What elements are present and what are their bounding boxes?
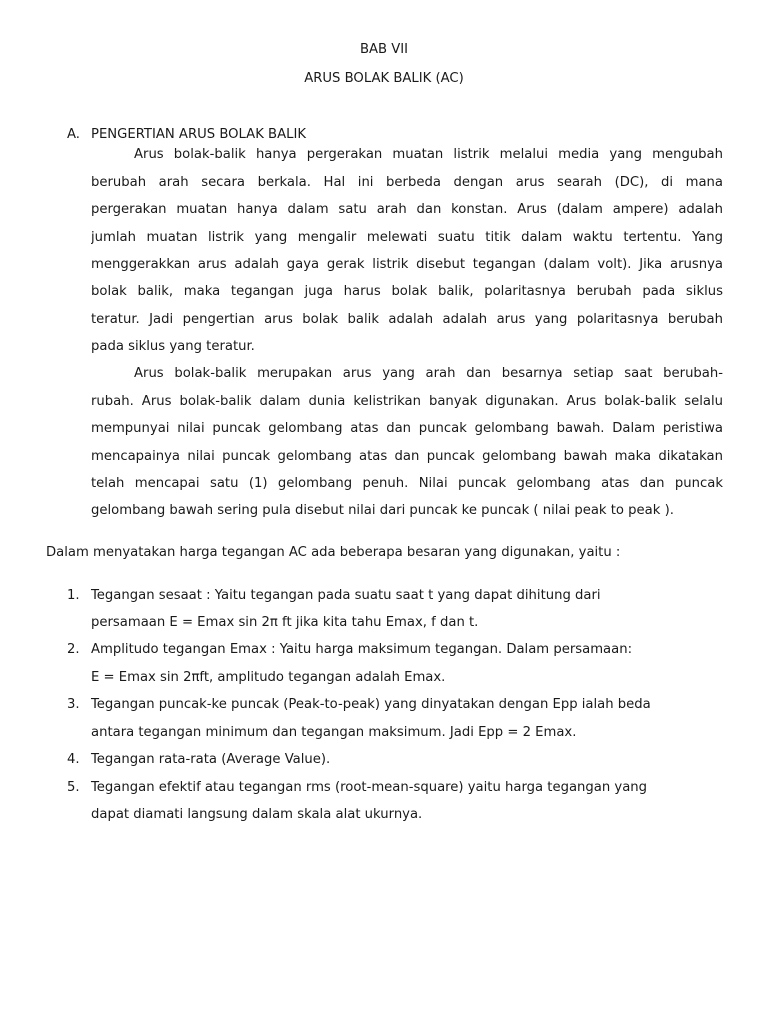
paragraph-line: pada siklus yang teratur. <box>91 339 255 354</box>
list-intro: Dalam menyatakan harga tegangan AC ada beberapa besaran yang digunakan, yaitu : <box>46 545 621 560</box>
paragraph-line: rubah. Arus bolak-balik dalam dunia kelistrikan banyak digunakan. Arus bolak-balik selalu <box>91 394 723 409</box>
list-item-line: persamaan E = Emax sin 2π ft jika kita tahu Emax, f dan t. <box>91 615 479 630</box>
paragraph-line: Arus bolak-balik merupakan arus yang arah dan besarnya setiap saat berubah- <box>134 366 723 381</box>
list-item-line: antara tegangan minimum dan tegangan maksimum. Jadi Epp = 2 Emax. <box>91 725 577 740</box>
list-item-line: Tegangan sesaat : Yaitu tegangan pada suatu saat t yang dapat dihitung dari <box>91 588 601 603</box>
paragraph-line: menggerakkan arus adalah gaya gerak listrik disebut tegangan (dalam volt). Jika arusnya <box>91 257 723 272</box>
paragraph-line: mencapainya nilai puncak gelombang atas dan puncak gelombang bawah maka dikatakan <box>91 449 723 464</box>
paragraph-line: gelombang bawah sering pula disebut nilai dari puncak ke puncak ( nilai peak to peak ). <box>91 503 674 518</box>
list-item-line: Tegangan puncak-ke puncak (Peak-to-peak) yang dinyatakan dengan Epp ialah beda <box>91 697 651 712</box>
paragraph-line: jumlah muatan listrik yang mengalir melewati suatu titik dalam waktu tertentu. Yang <box>91 230 723 245</box>
page-title: ARUS BOLAK BALIK (AC) <box>304 71 464 86</box>
list-item-line: Tegangan efektif atau tegangan rms (root-mean-square) yaitu harga tegangan yang <box>91 780 648 795</box>
paragraph-line: berubah arah secara berkala. Hal ini berbeda dengan arus searah (DC), di mana <box>91 175 723 190</box>
list-item-line: Tegangan rata-rata (Average Value). <box>91 752 331 767</box>
list-number: 4. <box>67 752 80 767</box>
paragraph-line: Arus bolak-balik hanya pergerakan muatan listrik melalui media yang mengubah <box>134 147 723 162</box>
list-number: 5. <box>67 780 80 795</box>
list-number: 1. <box>67 588 80 603</box>
list-item-line: dapat diamati langsung dalam skala alat ukurnya. <box>91 807 423 822</box>
paragraph-line: telah mencapai satu (1) gelombang penuh. Nilai puncak gelombang atas dan puncak <box>91 476 723 491</box>
paragraph-line: pergerakan muatan hanya dalam satu arah dan konstan. Arus (dalam ampere) adalah <box>91 202 723 217</box>
list-item-line: Amplitudo tegangan Emax : Yaitu harga maksimum tegangan. Dalam persamaan: <box>91 642 633 657</box>
list-number: 2. <box>67 642 80 657</box>
section-heading: PENGERTIAN ARUS BOLAK BALIK <box>91 127 306 142</box>
list-number: 3. <box>67 697 80 712</box>
chapter-label: BAB VII <box>359 42 409 57</box>
list-item-line: E = Emax sin 2πft, amplitudo tegangan adalah Emax. <box>91 670 446 685</box>
paragraph-line: bolak balik, maka tegangan juga harus bolak balik, polaritasnya berubah pada siklus <box>91 284 723 299</box>
section-letter: A. <box>67 127 80 142</box>
paragraph-line: mempunyai nilai puncak gelombang atas dan puncak gelombang bawah. Dalam peristiwa <box>91 421 723 436</box>
paragraph-line: teratur. Jadi pengertian arus bolak balik adalah adalah arus yang polaritasnya berubah <box>91 312 723 327</box>
